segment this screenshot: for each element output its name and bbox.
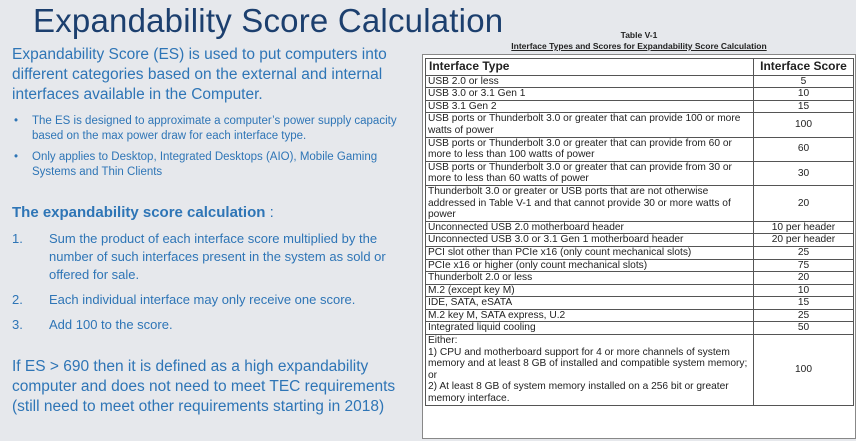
- table-row: [426, 137, 854, 161]
- interface-type-cell: [426, 272, 754, 285]
- interface-score-cell: 10: [754, 284, 854, 297]
- interface-score-cell: 75: [754, 259, 854, 272]
- table-row: [426, 259, 854, 272]
- interface-type-text: Unconnected USB 3.0 or 3.1 Gen 1 motherboard header: [428, 234, 684, 246]
- interface-score-cell: 25: [754, 309, 854, 322]
- table-row: [426, 161, 854, 185]
- step-number: 2.: [12, 292, 23, 307]
- table-body: [426, 75, 854, 405]
- interface-type-cell: [426, 297, 754, 310]
- interface-type-cell: [426, 309, 754, 322]
- interface-type-cell: [426, 284, 754, 297]
- interface-type-text: Thunderbolt 3.0 or greater or USB ports that are not otherwise addressed in Table V-1 and that cannot provide 30 or more watts of power: [428, 185, 731, 221]
- interface-type-text: USB 3.0 or 3.1 Gen 1: [428, 88, 526, 100]
- interface-type-text: Integrated liquid cooling: [428, 322, 536, 334]
- interface-type-cell: [426, 75, 754, 88]
- interface-score-cell: 5: [754, 75, 854, 88]
- table-row: [426, 185, 854, 221]
- table-caption-title: Table V-1: [620, 30, 658, 40]
- interface-score-cell: 15: [754, 100, 854, 113]
- bullet-item: • The ES is designed to approximate a computer’s power supply capacity based on the max power draw for each interface type.: [12, 114, 417, 144]
- calc-heading: [12, 204, 274, 221]
- table-row: [426, 297, 854, 310]
- step-text: Each individual interface may only receive one score.: [49, 292, 356, 307]
- interface-score-cell: 20 per header: [754, 234, 854, 247]
- interface-score-cell: 20: [754, 185, 854, 221]
- step-item: [12, 291, 418, 309]
- table-row: [426, 113, 854, 137]
- table-row: [426, 272, 854, 285]
- interface-score-cell: 30: [754, 161, 854, 185]
- table-caption-subtitle: Interface Types and Scores for Expandability Score Calculation: [511, 41, 767, 51]
- interface-type-line: 2) At least 8 GB of system memory installed on a 256 bit or greater memory interface.: [428, 381, 729, 405]
- interface-type-cell: [426, 259, 754, 272]
- interface-type-text: IDE, SATA, eSATA: [428, 297, 513, 309]
- header-interface-score: Interface Score: [754, 59, 854, 76]
- interface-type-cell: [426, 221, 754, 234]
- step-item: [12, 316, 418, 334]
- step-number: 1.: [12, 231, 23, 246]
- interface-score-cell: 60: [754, 137, 854, 161]
- table-caption: [424, 30, 854, 52]
- interface-type-cell: [426, 322, 754, 335]
- interface-type-text: M.2 key M, SATA express, U.2: [428, 309, 566, 321]
- table-row: [426, 284, 854, 297]
- interface-type-cell: [426, 246, 754, 259]
- steps-list: [12, 230, 418, 341]
- interface-type-text: USB 2.0 or less: [428, 75, 499, 87]
- table-row: [426, 246, 854, 259]
- calc-heading-bold: The expandability score calculation: [12, 204, 266, 221]
- score-table-container: [422, 54, 856, 439]
- interface-type-line: 1) CPU and motherboard support for 4 or more channels of system memory and at least 8 GB of installed and compatible system memory; or: [428, 346, 748, 381]
- interface-type-text: PCI slot other than PCIe x16 (only count mechanical slots): [428, 246, 692, 258]
- slide-title: Expandability Score Calculation: [33, 2, 504, 39]
- interface-score-cell: 100: [754, 113, 854, 137]
- interface-type-text: Thunderbolt 2.0 or less: [428, 272, 533, 284]
- step-number: 3.: [12, 317, 23, 332]
- interface-score-cell: 50: [754, 322, 854, 335]
- interface-score-cell: 10 per header: [754, 221, 854, 234]
- score-table: [425, 58, 854, 406]
- table-row: [426, 322, 854, 335]
- table-row: [426, 234, 854, 247]
- table-row: [426, 100, 854, 113]
- table-row: [426, 335, 854, 406]
- intro-section: [12, 45, 417, 186]
- interface-type-text: USB ports or Thunderbolt 3.0 or greater that can provide from 30 or more to less than 60 watts of power: [428, 161, 732, 185]
- table-row: [426, 309, 854, 322]
- footer-text: If ES > 690 then it is defined as a high expandability computer and does not need to meet TEC requirements (still need to meet other requirements starting in 2018): [12, 358, 396, 415]
- bullet-list: [12, 114, 417, 180]
- table-row: [426, 75, 854, 88]
- interface-type-cell: [426, 234, 754, 247]
- table-row: [426, 221, 854, 234]
- step-text: Add 100 to the score.: [49, 317, 173, 332]
- table-header-row: [426, 59, 854, 76]
- interface-type-cell: [426, 161, 754, 185]
- interface-type-text: USB ports or Thunderbolt 3.0 or greater that can provide 100 or more watts of power: [428, 113, 741, 136]
- step-item: [12, 230, 418, 284]
- interface-type-text: Either:: [428, 335, 458, 347]
- header-interface-type: Interface Type: [426, 59, 754, 76]
- interface-type-text: USB ports or Thunderbolt 3.0 or greater that can provide from 60 or more to less than 100 watts of power: [428, 137, 732, 161]
- intro-text: Expandability Score (ES) is used to put computers into different categories based on the external and internal interfaces available in the Computer.: [12, 46, 387, 103]
- calc-heading-suffix: :: [265, 204, 274, 221]
- interface-type-text: M.2 (except key M): [428, 284, 515, 296]
- interface-type-cell: [426, 185, 754, 221]
- step-text: Sum the product of each interface score multiplied by the number of such interfaces present in the system as sold or offered for sale.: [49, 231, 386, 282]
- interface-type-cell: [426, 335, 754, 406]
- interface-type-cell: [426, 100, 754, 113]
- bullet-item: • Only applies to Desktop, Integrated Desktops (AIO), Mobile Gaming Systems and Thin Clients: [12, 150, 417, 180]
- interface-score-cell: 20: [754, 272, 854, 285]
- table-row: [426, 88, 854, 101]
- interface-type-cell: [426, 137, 754, 161]
- interface-score-cell: 100: [754, 335, 854, 406]
- interface-score-cell: 25: [754, 246, 854, 259]
- interface-score-cell: 15: [754, 297, 854, 310]
- interface-type-cell: [426, 88, 754, 101]
- interface-type-text: USB 3.1 Gen 2: [428, 100, 497, 112]
- interface-score-cell: 10: [754, 88, 854, 101]
- interface-type-cell: [426, 113, 754, 137]
- interface-type-text: PCIe x16 or higher (only count mechanical slots): [428, 259, 648, 271]
- interface-type-text: Unconnected USB 2.0 motherboard header: [428, 221, 624, 233]
